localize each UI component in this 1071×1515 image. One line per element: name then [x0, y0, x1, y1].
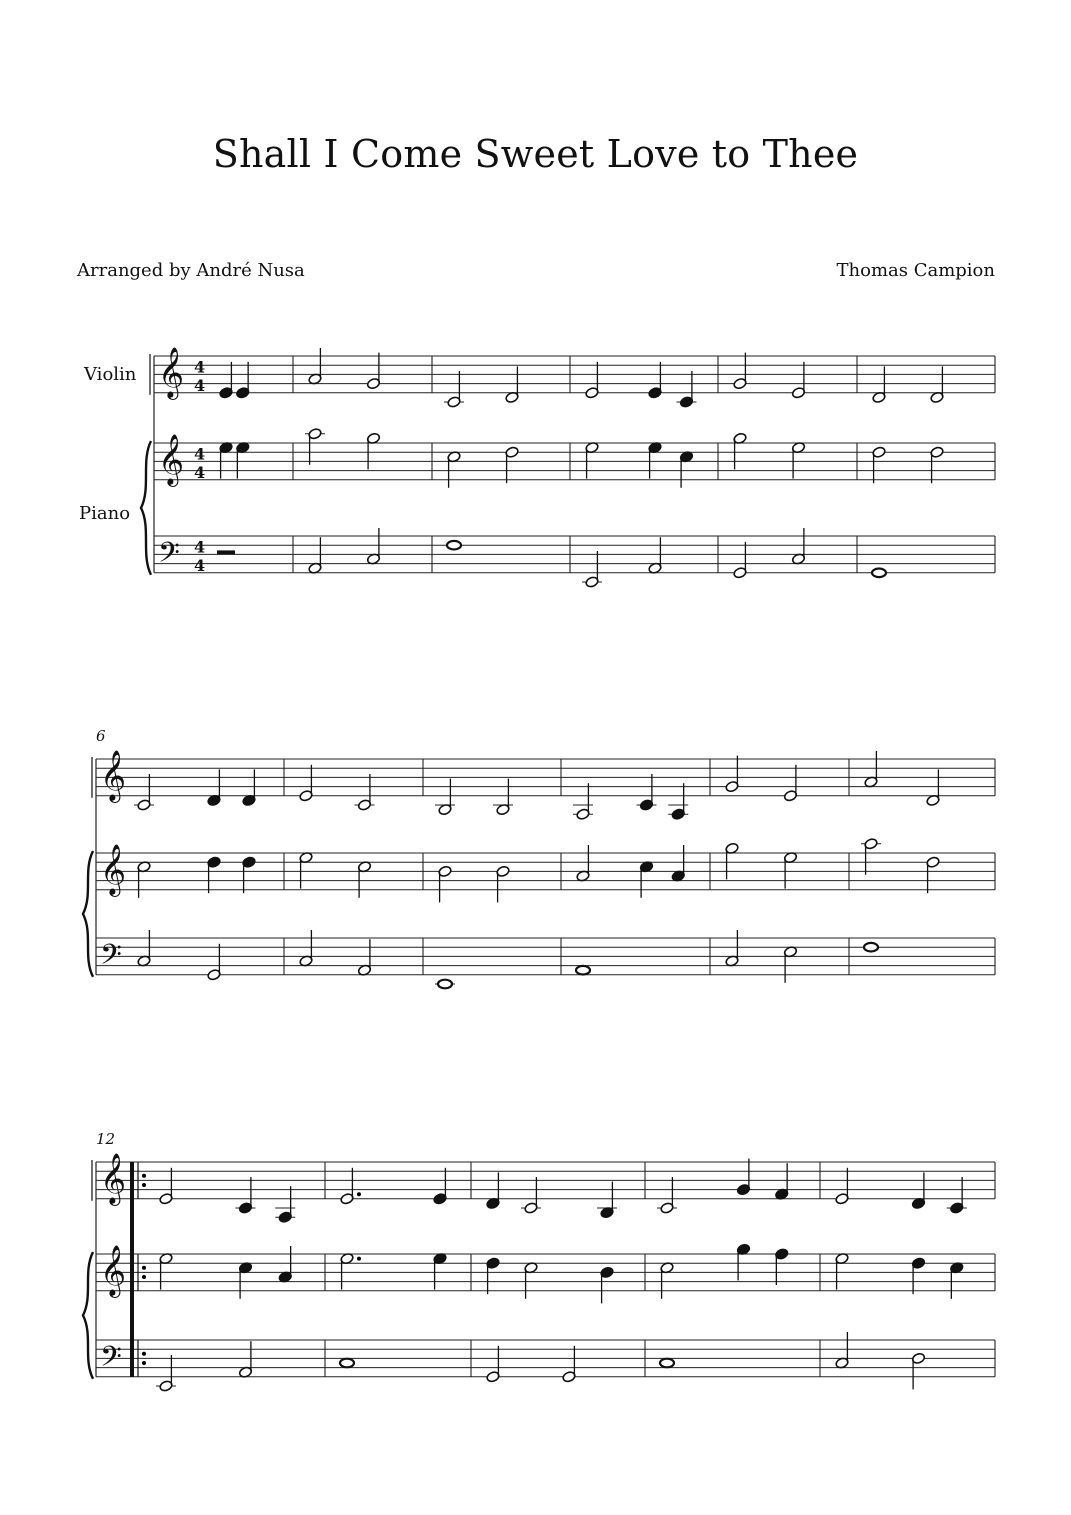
half-rest	[217, 550, 235, 554]
repeat-dot	[142, 1352, 146, 1356]
bass-clef-icon: 𝄢	[100, 938, 122, 979]
time-signature: 4	[194, 462, 206, 482]
bass-clef-icon: 𝄢	[158, 536, 180, 577]
piano-brace	[83, 851, 93, 977]
repeat-dot	[142, 1183, 146, 1187]
treble-clef-icon: 𝄞	[158, 346, 185, 398]
note	[864, 943, 878, 952]
dot	[357, 1257, 361, 1261]
score-title: Shall I Come Sweet Love to Thee	[212, 132, 859, 176]
repeat-dot	[142, 1275, 146, 1279]
note	[576, 966, 590, 975]
repeat-dot	[142, 1361, 146, 1365]
repeat-dot	[142, 1174, 146, 1178]
piano-brace	[83, 1252, 93, 1379]
repeat-dot	[142, 1266, 146, 1270]
treble-clef-icon: 𝄞	[100, 1152, 127, 1204]
treble-clef-icon: 𝄞	[100, 843, 127, 895]
measure-number: 12	[96, 1130, 116, 1148]
treble-clef-icon: 𝄞	[158, 433, 185, 485]
note	[872, 569, 886, 578]
time-signature: 4	[194, 537, 206, 557]
time-signature: 4	[194, 444, 206, 464]
note	[438, 980, 452, 989]
arranger-credit: Arranged by André Nusa	[77, 260, 305, 281]
time-signature: 4	[194, 555, 206, 575]
treble-clef-icon: 𝄞	[100, 1244, 127, 1296]
time-signature: 4	[194, 357, 206, 377]
note	[660, 1359, 674, 1368]
dot	[357, 1192, 361, 1196]
note	[447, 541, 461, 550]
piano-label: Piano	[79, 503, 131, 524]
bass-clef-icon: 𝄢	[100, 1340, 122, 1381]
treble-clef-icon: 𝄞	[100, 749, 127, 801]
note	[340, 1359, 354, 1368]
violin-label: Violin	[84, 364, 137, 385]
time-signature: 4	[194, 375, 206, 395]
piano-brace	[141, 441, 151, 575]
measure-number: 6	[96, 727, 106, 745]
composer-credit: Thomas Campion	[836, 260, 995, 281]
